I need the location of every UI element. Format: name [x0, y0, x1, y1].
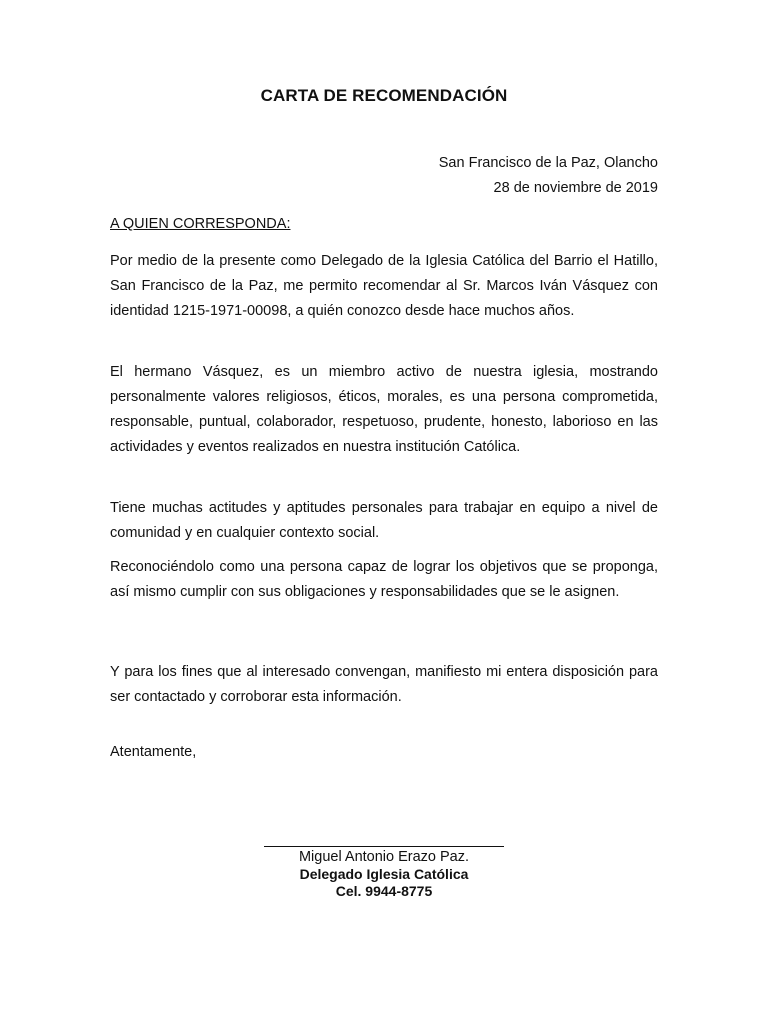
letter-place: San Francisco de la Paz, Olancho [438, 155, 658, 171]
signature-line [264, 830, 504, 847]
letter-salutation: A QUIEN CORRESPONDA: [110, 216, 291, 232]
letter-title: CARTA DE RECOMENDACIÓN [260, 86, 508, 105]
signature-phone: Cel. 9944-8775 [335, 883, 433, 899]
paragraph-aptitudes: Tiene muchas actitudes y aptitudes personales para trabajar en equipo a nivel de comunidad y en cualquier contexto social. [110, 500, 658, 541]
letter-date: 28 de noviembre de 2019 [493, 180, 658, 196]
paragraph-availability: Y para los fines que al interesado convengan, manifiesto mi entera disposición para ser contactado y corroborar esta información. [110, 664, 658, 705]
paragraph-introduction: Por medio de la presente como Delegado de la Iglesia Católica del Barrio el Hatillo, San Francisco de la Paz, me permito recomendar al Sr. Marcos Iván Vásquez con identidad 1215-1971-00098, a quién conozco desde hace muchos años. [110, 253, 658, 319]
letter-closing: Atentamente, [110, 744, 197, 760]
paragraph-qualities: El hermano Vásquez, es un miembro activo de nuestra iglesia, mostrando personalmente valores religiosos, éticos, morales, es una persona comprometida, responsable, puntual, colaborador, respetuoso, prudente, honesto, laborioso en las actividades y eventos realizados en nuestra institución Católica. [110, 364, 658, 455]
paragraph-recognition: Reconociéndolo como una persona capaz de lograr los objetivos que se proponga, así mismo cumplir con sus obligaciones y responsabilidades que se le asignen. [110, 559, 658, 600]
signature-name: Miguel Antonio Erazo Paz. [298, 849, 470, 865]
signature-role: Delegado Iglesia Católica [299, 866, 469, 882]
signature-block [0, 830, 768, 900]
